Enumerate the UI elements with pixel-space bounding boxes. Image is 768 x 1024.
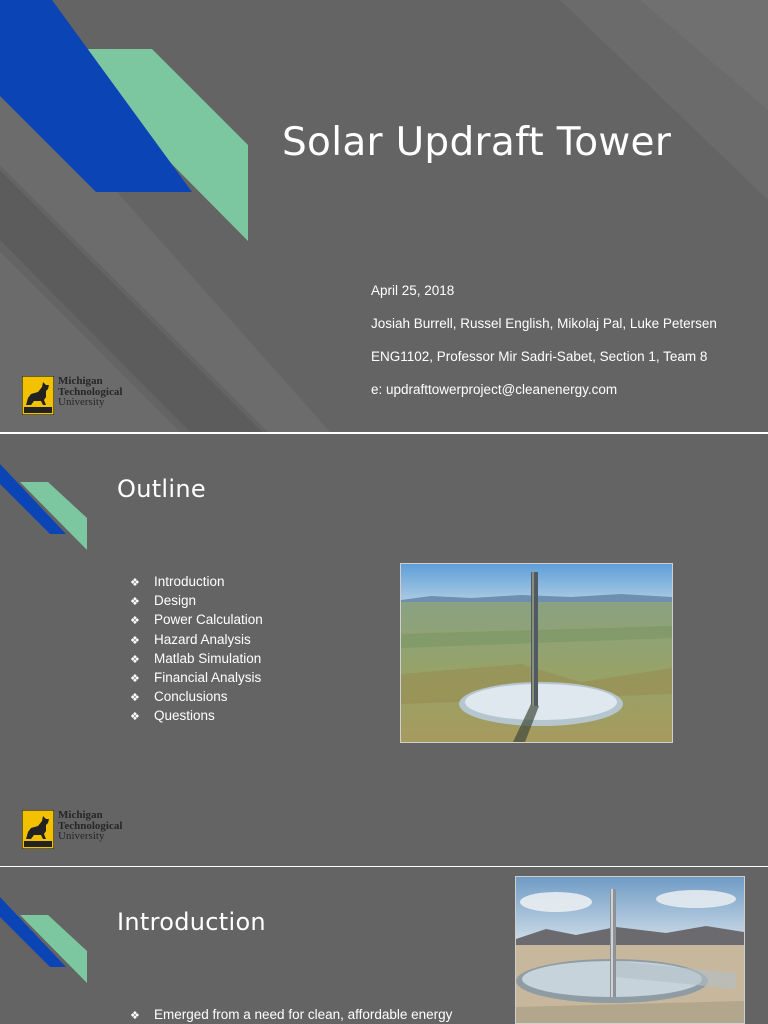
slide-title — [0, 0, 768, 432]
course-info: ENG1102, Professor Mir Sadri-Sabet, Section 1, Team 8 — [371, 349, 708, 364]
outline-list — [130, 572, 263, 726]
diamond-bullet-icon: ❖ — [130, 595, 140, 609]
list-item: ❖ Design — [130, 591, 263, 610]
list-item: ❖ Financial Analysis — [130, 668, 263, 687]
author-list: Josiah Burrell, Russel English, Mikolaj Pal, Luke Petersen — [371, 316, 717, 331]
list-item: ❖ Questions — [130, 706, 263, 725]
list-item: ❖ Hazard Analysis — [130, 630, 263, 649]
list-item: ❖ Introduction — [130, 572, 263, 591]
diamond-bullet-icon: ❖ — [130, 1009, 140, 1022]
husky-emblem-icon — [22, 376, 54, 415]
presentation-title: Solar Updraft Tower — [282, 120, 672, 165]
slide-introduction — [0, 867, 768, 1024]
logo-text: Michigan Technological University — [58, 375, 123, 408]
logo-text: Michigan Technological University — [58, 809, 123, 842]
diamond-bullet-icon: ❖ — [130, 652, 140, 666]
list-item: ❖ Conclusions — [130, 687, 263, 706]
introduction-list — [130, 1005, 452, 1024]
husky-emblem-icon — [22, 810, 54, 849]
title-slide-details — [371, 282, 721, 414]
diamond-bullet-icon: ❖ — [130, 633, 140, 647]
slide-outline — [0, 434, 768, 866]
list-item: ❖ Power Calculation — [130, 610, 263, 629]
university-logo — [22, 376, 142, 416]
slide-accent-shapes — [0, 867, 100, 987]
university-logo — [22, 810, 142, 850]
solar-tower-ground-photo — [515, 876, 745, 1024]
diamond-bullet-icon: ❖ — [130, 671, 140, 685]
diamond-bullet-icon: ❖ — [130, 691, 140, 705]
slide-accent-shapes — [0, 434, 100, 554]
list-item: ❖ Matlab Simulation — [130, 649, 263, 668]
contact-email: e: updrafttowerproject@cleanenergy.com — [371, 382, 618, 397]
slide-title-outline: Outline — [117, 475, 206, 503]
slide-title-introduction: Introduction — [117, 908, 266, 936]
solar-tower-aerial-photo — [400, 563, 673, 743]
diamond-bullet-icon: ❖ — [130, 576, 140, 589]
diamond-bullet-icon: ❖ — [130, 614, 140, 628]
diamond-bullet-icon: ❖ — [130, 710, 140, 724]
presentation-date: April 25, 2018 — [371, 283, 455, 298]
list-item: ❖ Emerged from a need for clean, affordable energy — [130, 1005, 452, 1024]
